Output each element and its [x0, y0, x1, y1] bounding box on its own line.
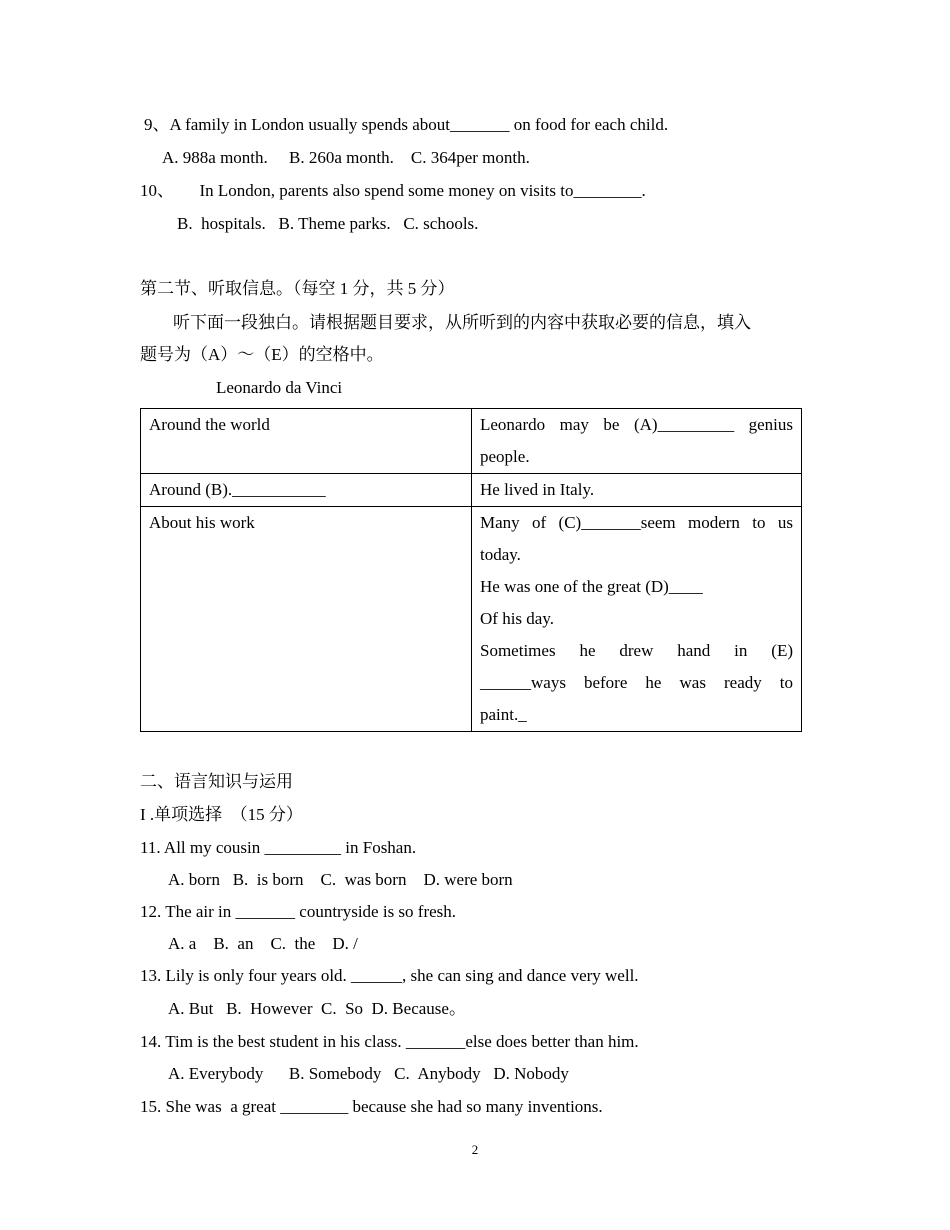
question-12-options: A. a B. an C. the D. /	[168, 934, 358, 953]
row3-right-6: ______ways before he was ready to	[480, 673, 793, 692]
question-14: 14. Tim is the best student in his class. _______else does better than him.	[140, 1032, 639, 1051]
question-12: 12. The air in _______ countryside is so fresh.	[140, 902, 457, 921]
row3-right-5: Sometimes he drew hand in (E)	[480, 641, 793, 660]
row1-left: Around the world	[149, 415, 270, 434]
row3-left: About his work	[149, 513, 255, 532]
row2-right: He lived in Italy.	[480, 480, 595, 499]
table-cell	[141, 474, 472, 507]
row2-left: Around (B).___________	[149, 480, 326, 499]
page-number: 2	[471, 1142, 479, 1157]
table-row	[141, 507, 802, 732]
row3-right-1: Many of (C)_______seem modern to us	[480, 513, 793, 532]
row1-right-b: people.	[480, 447, 530, 466]
row3-right-3: He was one of the great (D)____	[480, 577, 703, 596]
row1-right-a: Leonardo may be (A)_________ genius	[480, 415, 793, 434]
row3-right-7: paint._	[480, 705, 527, 724]
question-15: 15. She was a great ________ because she had so many inventions.	[140, 1097, 603, 1116]
table-cell	[472, 507, 802, 732]
table-cell	[472, 474, 802, 507]
section-two-instruction-line2: 题号为（A）～（E）的空格中。	[140, 345, 384, 364]
row3-right-4: Of his day.	[480, 609, 554, 628]
row3-right-2: today.	[480, 545, 521, 564]
question-9: 9、A family in London usually spends about_______ on food for each child.	[144, 115, 669, 134]
section-two-instruction-line1: 听下面一段独白。请根据题目要求，从所听到的内容中获取必要的信息，填入	[173, 313, 751, 332]
part-two-heading: 二、语言知识与运用	[140, 772, 293, 791]
question-14-options: A. Everybody B. Somebody C. Anybody D. Nobody	[168, 1064, 569, 1083]
question-10-options: B. hospitals. B. Theme parks. C. schools.	[177, 214, 479, 233]
table-title: Leonardo da Vinci	[216, 378, 343, 397]
listening-info-table	[140, 408, 802, 732]
question-13: 13. Lily is only four years old. ______, she can sing and dance very well.	[140, 966, 639, 985]
section-two-heading: 第二节、听取信息。（每空 1 分，共 5 分）	[140, 279, 455, 298]
table-cell	[141, 409, 472, 474]
question-9-options: A. 988a month. B. 260a month. C. 364per month.	[162, 148, 530, 167]
question-11: 11. All my cousin _________ in Foshan.	[140, 838, 417, 857]
question-10: 10、 In London, parents also spend some money on visits to________.	[140, 181, 646, 200]
table-row	[141, 474, 802, 507]
table-row	[141, 409, 802, 474]
part-two-sub-heading: I .单项选择 （15 分）	[140, 805, 303, 824]
table-cell	[472, 409, 802, 474]
question-13-options: A. But B. However C. So D. Because。	[168, 999, 466, 1018]
table-cell	[141, 507, 472, 732]
question-11-options: A. born B. is born C. was born D. were born	[168, 870, 513, 889]
